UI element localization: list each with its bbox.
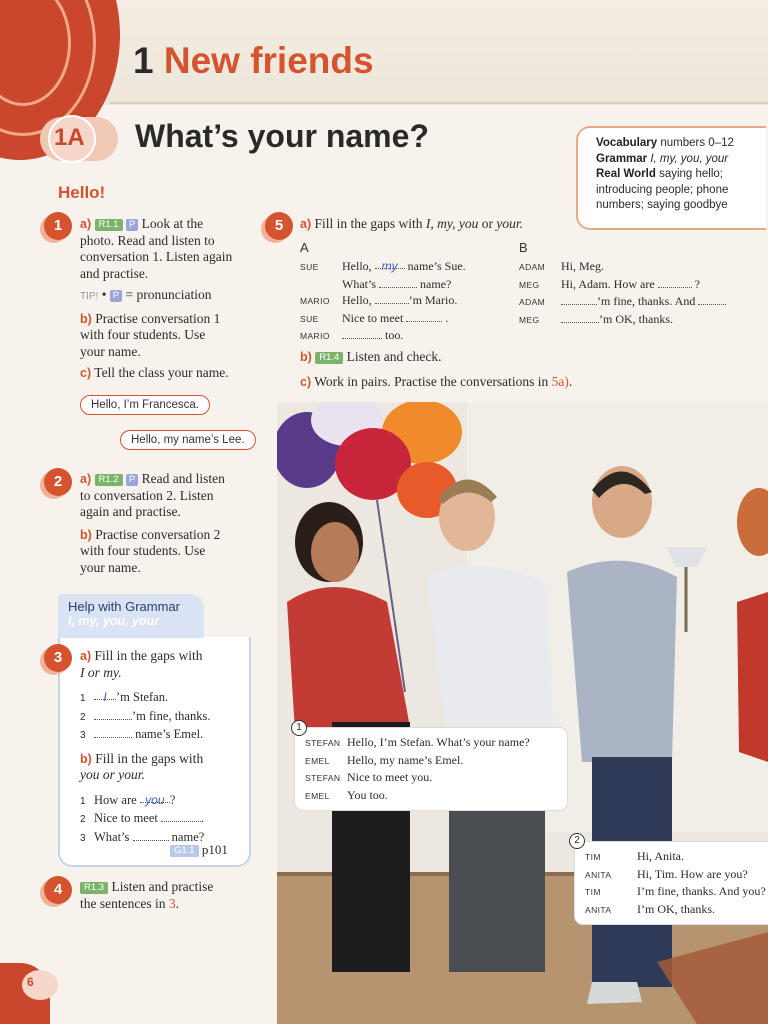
speaker: MEG xyxy=(519,314,540,325)
audio-track-tag[interactable]: R1.3 xyxy=(80,882,108,894)
grammar-text: I, my, you, your xyxy=(650,152,729,165)
line-text: name’s Sue. xyxy=(407,259,466,273)
conv-line xyxy=(305,752,557,770)
unit-number: 1 xyxy=(133,40,154,81)
real-world-text-2: introducing people; phone xyxy=(596,183,729,196)
line-text: Hi, Anita. xyxy=(637,849,684,863)
dialog-line xyxy=(300,310,515,328)
line-text: Nice to meet xyxy=(342,310,404,325)
speaker: EMEL xyxy=(305,790,330,801)
ex2-b-label: b) xyxy=(80,527,92,542)
gap-blank[interactable] xyxy=(561,294,597,305)
exercise-3-number: 3 xyxy=(44,644,72,672)
line-text: Hello, xyxy=(342,259,372,273)
line-text: I’m OK, thanks. xyxy=(637,901,715,916)
ex1-b-text-1: Practise conversation 1 xyxy=(95,310,221,326)
conv-line xyxy=(585,901,768,919)
ex3-b-label: b) xyxy=(80,751,92,766)
speaker: ANITA xyxy=(585,904,612,915)
speaker: STEFAN xyxy=(305,773,341,783)
ex5-a-instruction xyxy=(300,216,600,233)
exercise-3 xyxy=(80,648,248,847)
ex5-a-or: or xyxy=(481,216,493,231)
conversation-1-box xyxy=(295,728,567,810)
grammar-reference[interactable] xyxy=(170,842,228,858)
real-world-label: Real World xyxy=(596,168,656,180)
ex1-a-label: a) xyxy=(80,217,92,231)
item-text: name’s Emel. xyxy=(135,727,204,741)
exercise-5-number: 5 xyxy=(265,212,293,240)
speaker: MARIO xyxy=(300,296,330,306)
ex5-a-text: Fill in the gaps with xyxy=(314,216,423,231)
line-text: too. xyxy=(385,328,404,342)
line-text: What’s xyxy=(342,276,376,291)
ex5-a-word-last: your. xyxy=(496,216,523,231)
lesson-objectives-box xyxy=(576,126,766,230)
ex5-a-words: I, my, you xyxy=(425,216,479,231)
item-text: How are xyxy=(94,792,137,807)
conversation-2-number: 2 xyxy=(569,833,585,849)
grammar-ref-tag: G1.1 xyxy=(170,845,199,857)
dialog-b xyxy=(519,258,768,328)
header-divider xyxy=(110,102,768,104)
ex3-b-items xyxy=(80,792,248,848)
gap-item xyxy=(80,689,248,708)
line-text: name? xyxy=(420,276,452,291)
gap-blank[interactable] xyxy=(342,328,382,339)
ex5-c-instruction xyxy=(300,374,572,391)
exercise-1 xyxy=(80,216,260,382)
grammar-box-title: Help with Grammar xyxy=(68,599,180,614)
dialog-line xyxy=(519,258,768,276)
item-number: 2 xyxy=(80,814,86,825)
line-text: ? xyxy=(694,276,700,291)
tip-text: = pronunciation xyxy=(125,287,212,302)
speaker: TIM xyxy=(585,887,601,897)
speaker: MEG xyxy=(519,279,540,290)
gap-blank[interactable] xyxy=(406,311,442,322)
line-text: ’m Mario. xyxy=(408,293,458,307)
line-text: Hi, Tim. How are you? xyxy=(637,866,748,881)
ex2-a-text-1: Read and listen xyxy=(141,471,225,486)
speaker: TIM xyxy=(585,852,601,862)
audio-track-tag[interactable]: R1.1 xyxy=(95,219,123,231)
line-text: Hi, Adam. How are xyxy=(561,276,655,291)
ex5-b-label: b) xyxy=(300,350,312,364)
speaker: MARIO xyxy=(300,331,330,341)
item-number: 1 xyxy=(80,795,86,807)
ex4-ref: 3 xyxy=(168,895,176,911)
ex1-c-text: Tell the class your name. xyxy=(94,365,229,380)
conv-line xyxy=(585,883,768,901)
item-text: . xyxy=(201,811,205,825)
speech-bubble-francesca: Hello, I’m Francesca. xyxy=(80,395,210,415)
ex1-c-label: c) xyxy=(80,366,92,380)
ex5-a-label: a) xyxy=(300,217,312,231)
ex5-c-text: Work in pairs. Practise the conversations in xyxy=(314,374,549,389)
tip-label: TIP! xyxy=(80,291,99,302)
item-text: Nice to meet xyxy=(94,811,158,825)
line-text: Hi, Meg. xyxy=(561,259,604,273)
ex1-a-text-3: conversation 1. Listen again xyxy=(80,249,233,264)
grammar-label: Grammar xyxy=(596,152,648,165)
exercise-2 xyxy=(80,471,260,576)
dialog-line xyxy=(519,293,768,311)
dialog-b-label: B xyxy=(519,240,528,255)
pronunciation-tag: P xyxy=(126,474,138,486)
gap-blank[interactable] xyxy=(375,293,409,304)
conv-line xyxy=(305,734,557,752)
ex4-end: . xyxy=(175,895,179,911)
gap-item xyxy=(80,708,248,727)
ex3-b-text-2: you or your. xyxy=(80,767,145,782)
ex5-c-label: c) xyxy=(300,375,312,389)
section-heading: Hello! xyxy=(58,183,106,202)
unit-name: New friends xyxy=(163,40,374,81)
gap-item xyxy=(80,726,248,745)
ex2-a-label: a) xyxy=(80,472,92,486)
ex4-text-1: Listen and practise xyxy=(111,879,214,894)
line-text: Hello, xyxy=(342,293,372,307)
line-text: ’m OK, thanks. xyxy=(599,311,673,326)
gap-blank[interactable] xyxy=(133,830,169,841)
real-world-text-1: saying hello; xyxy=(659,168,723,180)
ex3-a-text-2: I or my. xyxy=(80,664,122,680)
dialog-line xyxy=(519,311,768,329)
conversation-1-number: 1 xyxy=(291,720,307,736)
ex1-b-text-2: with four students. Use xyxy=(80,327,206,342)
exercise-1-number: 1 xyxy=(44,212,72,240)
ex2-b-text-3: your name. xyxy=(80,559,141,575)
conv-line xyxy=(305,769,557,787)
gap-blank[interactable] xyxy=(94,727,132,738)
ex2-a-text-3: again and practise. xyxy=(80,504,181,519)
ex4-text-2: the sentences in xyxy=(80,895,166,911)
gap-blank[interactable] xyxy=(561,312,599,323)
exercise-4-number: 4 xyxy=(44,876,72,904)
unit-title xyxy=(133,40,374,82)
speaker: SUE xyxy=(300,313,319,324)
ex1-a-text-1: Look at the xyxy=(141,216,204,231)
audio-track-tag[interactable]: R1.2 xyxy=(95,474,123,486)
line-text: Nice to meet you. xyxy=(347,770,433,784)
ex2-b-text-1: Practise conversation 2 xyxy=(95,526,221,542)
item-text: ’m fine, thanks. xyxy=(132,708,211,723)
conv-line xyxy=(585,848,768,866)
conv-line xyxy=(585,866,768,884)
line-text: Hello, my name’s Emel. xyxy=(347,752,464,767)
gap-answer[interactable]: you xyxy=(140,792,170,803)
woman-anita xyxy=(737,488,768,762)
exercise-2-number: 2 xyxy=(44,468,72,496)
speech-bubble-lee: Hello, my name’s Lee. xyxy=(120,430,256,450)
ex5-b-instruction xyxy=(300,349,441,366)
party-photo xyxy=(277,402,768,1024)
tip-bullet: • xyxy=(101,287,107,302)
speaker: SUE xyxy=(300,262,319,272)
line-text: You too. xyxy=(347,787,388,802)
gap-blank[interactable] xyxy=(161,811,201,822)
ex1-b-label: b) xyxy=(80,311,92,326)
line-text: . xyxy=(445,310,449,325)
dialog-line xyxy=(300,276,515,293)
gap-blank[interactable] xyxy=(379,277,417,288)
party-photo-illustration xyxy=(277,402,768,1024)
ex1-a-text-2: photo. Read and listen to xyxy=(80,232,215,248)
vocab-label: Vocabulary xyxy=(596,137,658,149)
gap-item xyxy=(80,810,248,829)
gap-item xyxy=(80,792,248,811)
speaker: ADAM xyxy=(519,262,546,272)
exercise-4 xyxy=(80,879,260,912)
item-text: ? xyxy=(169,792,176,807)
ex3-a-items xyxy=(80,689,248,745)
ex3-a-label: a) xyxy=(80,649,92,663)
line-text: ’m fine, thanks. And xyxy=(597,294,696,308)
conversation-2-box xyxy=(575,842,768,924)
tip-p-tag: P xyxy=(110,290,122,302)
ex5-c-ref: 5a) xyxy=(551,374,569,389)
dialog-line xyxy=(519,276,768,294)
item-number: 3 xyxy=(80,832,86,844)
dialog-line xyxy=(300,258,515,276)
vocab-text: numbers 0–12 xyxy=(660,137,734,149)
ex1-b-text-3: your name. xyxy=(80,343,141,359)
grammar-box-subtitle: I, my, you, your xyxy=(68,614,160,628)
audio-track-tag[interactable]: R1.4 xyxy=(315,352,343,364)
speaker: EMEL xyxy=(305,755,330,766)
ex3-b-text-1: Fill in the gaps with xyxy=(95,750,204,766)
page-number: 6 xyxy=(27,975,34,989)
ex5-c-end: . xyxy=(568,374,573,389)
gap-answer[interactable]: my xyxy=(375,258,405,269)
gap-answer[interactable]: I xyxy=(94,689,116,700)
gap-blank[interactable] xyxy=(658,277,692,288)
speaker: ANITA xyxy=(585,869,612,880)
item-number: 3 xyxy=(80,730,86,741)
speaker: STEFAN xyxy=(305,738,341,748)
dialog-a-label: A xyxy=(300,240,309,255)
dialog-line xyxy=(300,327,515,345)
line-text: I’m fine, thanks. And you? xyxy=(637,884,766,898)
item-number: 1 xyxy=(80,693,86,704)
grammar-box-header xyxy=(58,594,204,638)
line-text: Hello, I’m Stefan. What’s your name? xyxy=(347,735,530,749)
item-text: What’s xyxy=(94,829,130,844)
conv-line xyxy=(305,787,557,805)
grammar-ref-page: p101 xyxy=(201,842,228,857)
dialog-a xyxy=(300,258,515,345)
pronunciation-tag: P xyxy=(126,219,138,231)
speaker: ADAM xyxy=(519,297,546,307)
real-world-text-3: numbers; saying goodbye xyxy=(596,199,728,211)
lesson-code: 1A xyxy=(54,124,85,151)
lesson-title: What’s your name? xyxy=(135,118,429,154)
ex5-b-text: Listen and check. xyxy=(346,349,442,364)
item-text: ’m Stefan. xyxy=(116,690,169,704)
gap-blank[interactable] xyxy=(94,709,132,720)
ex3-a-text-1: Fill in the gaps with xyxy=(94,648,203,663)
ex2-b-text-2: with four students. Use xyxy=(80,543,206,558)
dialog-line xyxy=(300,292,515,310)
item-number: 2 xyxy=(80,711,86,723)
ex1-a-text-4: and practise. xyxy=(80,265,149,281)
gap-blank[interactable] xyxy=(698,294,726,305)
ex2-a-text-2: to conversation 2. Listen xyxy=(80,487,214,503)
item-text: name? xyxy=(171,829,205,844)
